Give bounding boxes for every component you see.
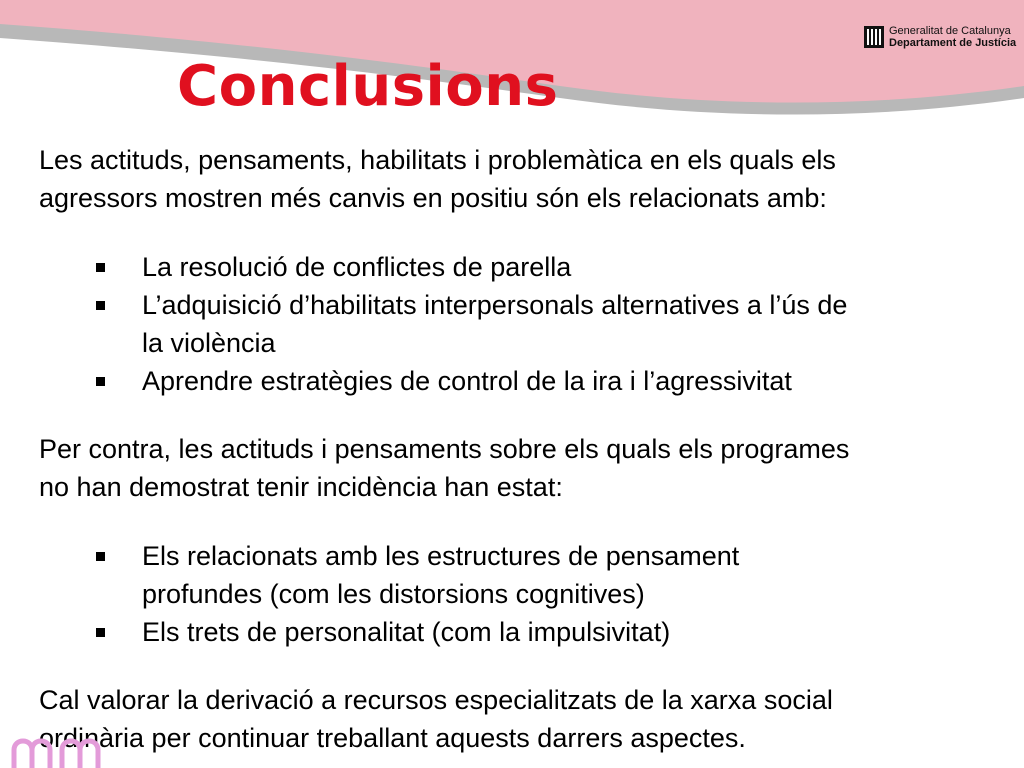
org-name: Generalitat de Catalunya	[889, 25, 1011, 37]
no-impact-list	[39, 537, 999, 651]
square-bullet-icon	[96, 628, 105, 637]
corner-decoration-icon	[10, 732, 130, 768]
contrast-line: no han demostrat tenir incidència han estat:	[39, 472, 563, 502]
intro-line: Les actituds, pensaments, habilitats i problemàtica en els quals els	[39, 145, 836, 175]
positive-changes-list	[39, 248, 999, 400]
square-bullet-icon	[96, 301, 105, 310]
contrast-paragraph	[39, 430, 999, 506]
square-bullet-icon	[96, 552, 105, 561]
intro-line: agressors mostren més canvis en positiu són els relacionats amb:	[39, 183, 827, 213]
generalitat-emblem-icon	[864, 26, 884, 48]
list-item: Aprendre estratègies de control de la ira i l’agressivitat	[39, 362, 999, 400]
intro-paragraph	[39, 141, 999, 217]
list-item: Els relacionats amb les estructures de pensament profundes (com les distorsions cognitives)	[39, 537, 999, 613]
generalitat-logo	[864, 25, 1016, 49]
slide-title: Conclusions	[177, 54, 559, 119]
closing-line: ordinària per continuar treballant aquests darrers aspectes.	[39, 723, 746, 753]
contrast-line: Per contra, les actituds i pensaments sobre els quals els programes	[39, 434, 850, 464]
list-item: Els trets de personalitat (com la impulsivitat)	[39, 613, 999, 651]
slide-body	[39, 141, 999, 757]
square-bullet-icon	[96, 263, 105, 272]
closing-paragraph	[39, 681, 999, 757]
department-name: Departament de Justícia	[889, 37, 1017, 49]
list-item: La resolució de conflictes de parella	[39, 248, 999, 286]
closing-line: Cal valorar la derivació a recursos especialitzats de la xarxa social	[39, 685, 833, 715]
square-bullet-icon	[96, 377, 105, 386]
list-item: L’adquisició d’habilitats interpersonals alternatives a l’ús de la violència	[39, 286, 999, 362]
